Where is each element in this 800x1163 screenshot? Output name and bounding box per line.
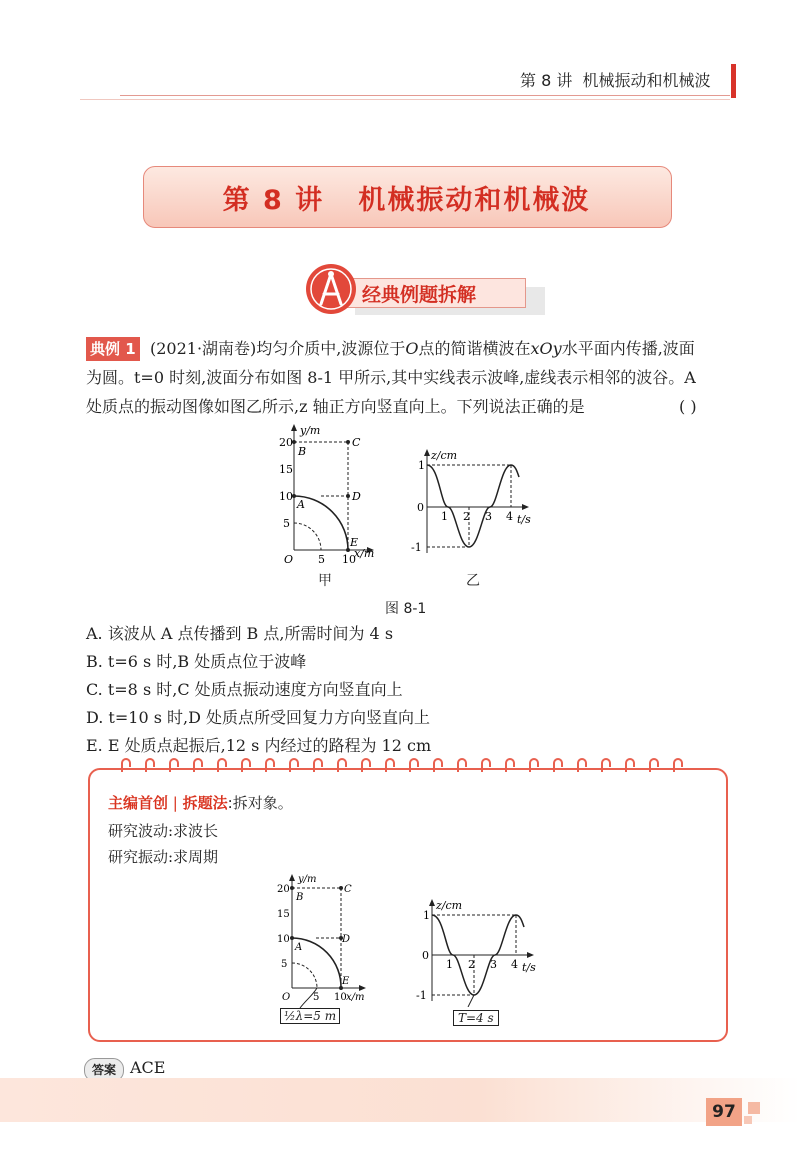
notebook-figure-yi bbox=[410, 895, 540, 1007]
z-tick: -1 bbox=[411, 541, 422, 554]
y-tick: 15 bbox=[279, 463, 293, 476]
z-axis-label: z/cm bbox=[431, 449, 458, 462]
option-c: C. t=8 s 时,C 处质点振动速度方向竖直向上 bbox=[86, 680, 403, 699]
plane-label: xOy bbox=[530, 339, 562, 358]
point-label: D bbox=[342, 934, 351, 945]
y-axis-label: y/m bbox=[300, 424, 321, 437]
x-axis-label: x/m bbox=[354, 547, 375, 560]
z-tick: -1 bbox=[416, 989, 427, 1002]
running-header bbox=[520, 68, 711, 91]
t-tick: 3 bbox=[490, 958, 497, 971]
point-label: E bbox=[350, 536, 359, 549]
figure-yi bbox=[405, 445, 535, 560]
t-tick: 1 bbox=[446, 958, 453, 971]
y-tick: 5 bbox=[281, 959, 288, 970]
option-e: E. E 处质点起振后,12 s 内经过的路程为 12 cm bbox=[86, 736, 432, 755]
t-tick: 2 bbox=[468, 958, 475, 971]
page-title bbox=[143, 178, 670, 217]
t-tick: 3 bbox=[485, 510, 492, 523]
t-tick: 4 bbox=[511, 958, 518, 971]
point-label: D bbox=[352, 490, 361, 503]
period-note: T=4 s bbox=[453, 1010, 499, 1026]
footer-band bbox=[0, 1078, 800, 1122]
option-a: A. 该波从 A 点传播到 B 点,所需时间为 4 s bbox=[86, 624, 394, 643]
notebook-line-3: 研究振动:求周期 bbox=[108, 848, 219, 866]
y-tick: 5 bbox=[283, 517, 290, 530]
answer-blank: ( ) bbox=[679, 397, 697, 416]
example-tag: 典例 1 bbox=[86, 337, 140, 361]
t-tick: 4 bbox=[506, 510, 513, 523]
y-tick: 15 bbox=[277, 909, 290, 920]
example-line-3: 处质点的振动图像如图乙所示,z 轴正方向竖直向上。下列说法正确的是 bbox=[86, 397, 585, 416]
origin-label: O bbox=[284, 553, 294, 566]
t-axis-label: t/s bbox=[522, 961, 536, 974]
z-tick: 1 bbox=[423, 909, 430, 922]
title-chapter: 第 8 讲 bbox=[222, 185, 325, 216]
notebook-figure-jia bbox=[270, 870, 380, 1010]
answer-value: ACE bbox=[130, 1058, 166, 1077]
figure-jia-label: 甲 bbox=[318, 573, 332, 589]
z-axis-label: z/cm bbox=[436, 899, 463, 912]
notebook-line-1: 主编首创 | 拆题法:拆对象。 bbox=[108, 794, 293, 812]
x-tick: 10 bbox=[342, 553, 356, 566]
origin-label: O bbox=[282, 992, 291, 1003]
header-rule-thin bbox=[80, 99, 730, 100]
figure-caption: 图 8-1 bbox=[385, 601, 427, 617]
t-tick: 1 bbox=[441, 510, 448, 523]
example-source: (2021·湖南卷) bbox=[150, 339, 257, 358]
point-o: O bbox=[405, 339, 419, 358]
notebook-method: 拆题法 bbox=[182, 794, 228, 812]
page-number: 97 bbox=[706, 1098, 742, 1126]
section-heading: 经典例题拆解 bbox=[362, 284, 477, 306]
point-label: B bbox=[298, 445, 307, 458]
point-label: A bbox=[295, 942, 303, 953]
header-accent-bar bbox=[731, 64, 736, 98]
example-text-mid: 点的简谐横波在 bbox=[418, 339, 531, 358]
option-b: B. t=6 s 时,B 处质点位于波峰 bbox=[86, 652, 307, 671]
answer-tag: 答案 bbox=[84, 1058, 124, 1082]
compass-icon bbox=[304, 262, 358, 316]
z-tick: 1 bbox=[418, 459, 425, 472]
x-tick: 5 bbox=[313, 992, 320, 1003]
x-axis-label: x/m bbox=[346, 992, 365, 1003]
notebook-label: 主编首创 bbox=[108, 794, 169, 812]
figure-jia bbox=[270, 420, 390, 580]
z-tick: 0 bbox=[417, 501, 424, 514]
point-label: B bbox=[296, 892, 304, 903]
t-axis-label: t/s bbox=[517, 513, 531, 526]
header-chapter: 第 8 讲 bbox=[520, 71, 573, 90]
example-line-1 bbox=[150, 334, 730, 363]
t-tick: 2 bbox=[463, 510, 470, 523]
x-tick: 10 bbox=[334, 992, 347, 1003]
example-text: 均匀介质中,波源位于 bbox=[256, 339, 406, 358]
y-tick: 20 bbox=[279, 436, 293, 449]
y-tick: 10 bbox=[277, 934, 290, 945]
title-topic: 机械振动和机械波 bbox=[358, 185, 591, 216]
example-text-end: 水平面内传播,波面 bbox=[561, 339, 695, 358]
point-label: A bbox=[297, 498, 305, 511]
y-tick: 10 bbox=[279, 490, 293, 503]
header-rule bbox=[120, 95, 730, 96]
figure-yi-label: 乙 bbox=[466, 573, 480, 589]
page-deco-small bbox=[744, 1116, 752, 1124]
z-tick: 0 bbox=[422, 949, 429, 962]
point-label: C bbox=[352, 436, 361, 449]
header-topic: 机械振动和机械波 bbox=[582, 71, 711, 90]
example-line-2: 为圆。t=0 时刻,波面分布如图 8-1 甲所示,其中实线表示波峰,虚线表示相邻的波谷。A bbox=[86, 368, 696, 387]
page-deco bbox=[748, 1102, 760, 1114]
wavelength-note: ½λ=5 m bbox=[280, 1008, 340, 1024]
y-tick: 20 bbox=[277, 884, 290, 895]
notebook-method-rest: :拆对象。 bbox=[227, 794, 293, 812]
notebook-line-2: 研究波动:求波长 bbox=[108, 822, 219, 840]
point-label: C bbox=[344, 884, 352, 895]
point-label: E bbox=[342, 976, 350, 987]
x-tick: 5 bbox=[318, 553, 325, 566]
y-axis-label: y/m bbox=[298, 874, 317, 885]
notebook-rings bbox=[88, 752, 724, 780]
option-d: D. t=10 s 时,D 处质点所受回复力方向竖直向上 bbox=[86, 708, 431, 727]
